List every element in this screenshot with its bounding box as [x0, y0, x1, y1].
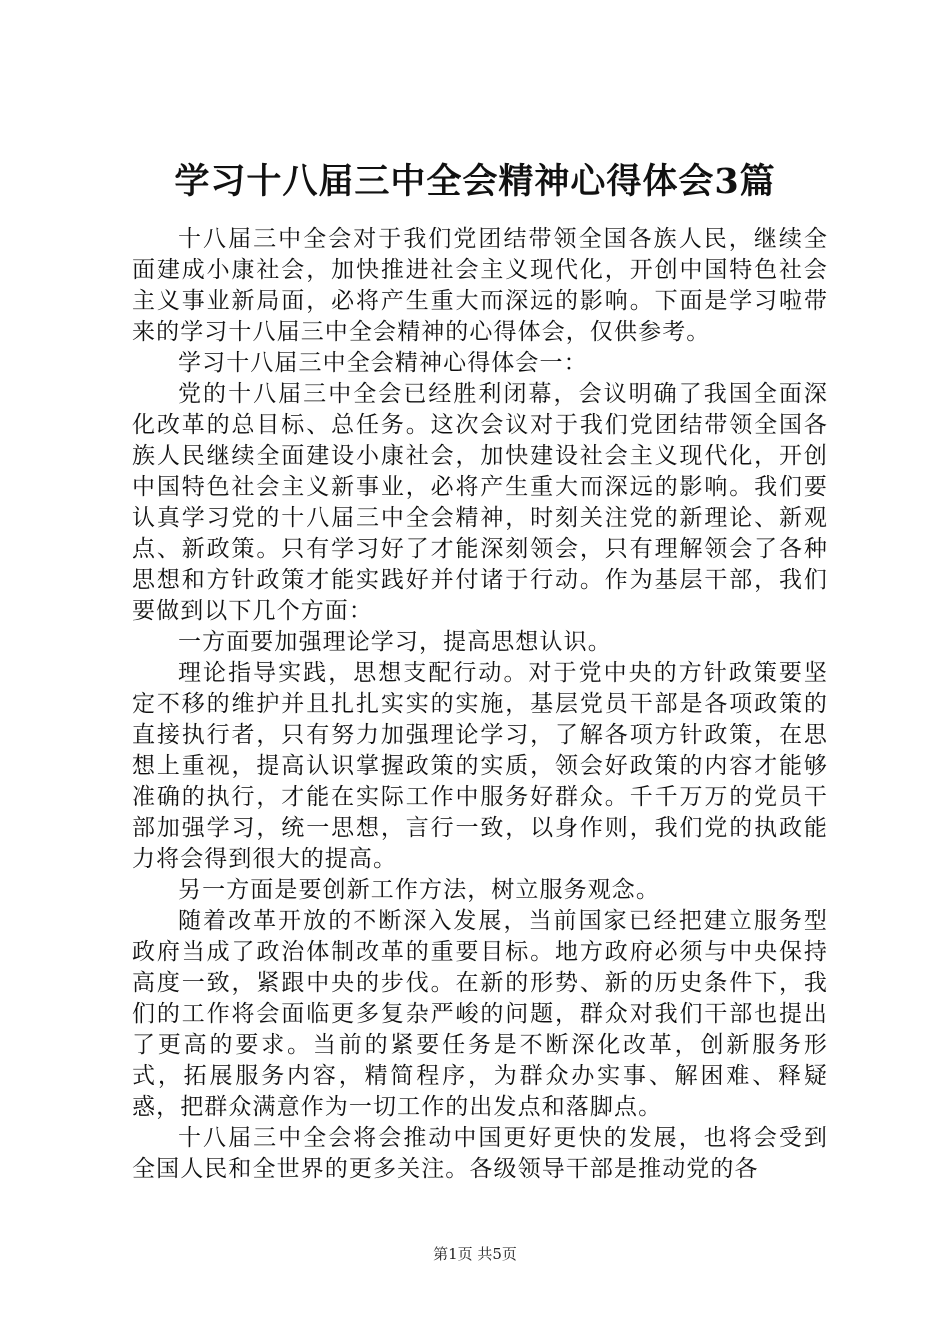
paragraph: 理论指导实践，思想支配行动。对于党中央的方针政策要坚定不移的维护并且扎扎实实的实施，基层党员干部是各项政策的直接执行者，只有努力加强理论学习，了解各项方针政策，在思想上重视，提高认识掌握政策的实质，领会好政策的内容才能够准确的执行，才能在实际工作中服务好群众。千千万万的党员干部加强学习，统一思想，言行一致，以身作则，我们党的执政能力将会得到很大的提高。 [132, 660, 828, 872]
document-body [132, 224, 828, 1185]
paragraph-point-two: 另一方面是要创新工作方法，树立服务观念。 [178, 877, 660, 903]
paragraph-intro: 十八届三中全会对于我们党团结带领全国各族人民，继续全面建成小康社会，加快推进社会主义现代化，开创中国特色社会主义事业新局面，必将产生重大而深远的影响。下面是学习啦带来的学习十八届三中全会精神的心得体会，仅供参考。 [132, 226, 828, 345]
paragraph: 随着改革开放的不断深入发展，当前国家已经把建立服务型政府当成了政治体制改革的重要目标。地方政府必须与中央保持高度一致，紧跟中央的步伐。在新的形势、新的历史条件下，我们的工作将会面临更多复杂严峻的问题，群众对我们干部也提出了更高的要求。当前的紧要任务是不断深化改革，创新服务形式，拓展服务内容，精简程序，为群众办实事、解困难、释疑惑，把群众满意作为一切工作的出发点和落脚点。 [132, 908, 828, 1120]
paragraph: 十八届三中全会将会推动中国更好更快的发展，也将会受到全国人民和全世界的更多关注。各级领导干部是推动党的各 [132, 1125, 828, 1182]
paragraph: 党的十八届三中全会已经胜利闭幕，会议明确了我国全面深化改革的总目标、总任务。这次会议对于我们党团结带领全国各族人民继续全面建设小康社会，加快建设社会主义现代化，开创中国特色社会主义新事业，必将产生重大而深远的影响。我们要认真学习党的十八届三中全会精神，时刻关注党的新理论、新观点、新政策。只有学习好了才能深刻领会，只有理解领会了各种思想和方针政策才能实践好并付诸于行动。作为基层干部，我们要做到以下几个方面： [132, 381, 828, 624]
document-title: 学习十八届三中全会精神心得体会3篇 [174, 161, 776, 202]
section-heading-one: 学习十八届三中全会精神心得体会一： [178, 350, 588, 376]
page-number-footer: 第1页 共5页 [433, 1245, 517, 1263]
paragraph-point-one: 一方面要加强理论学习，提高思想认识。 [178, 629, 612, 655]
